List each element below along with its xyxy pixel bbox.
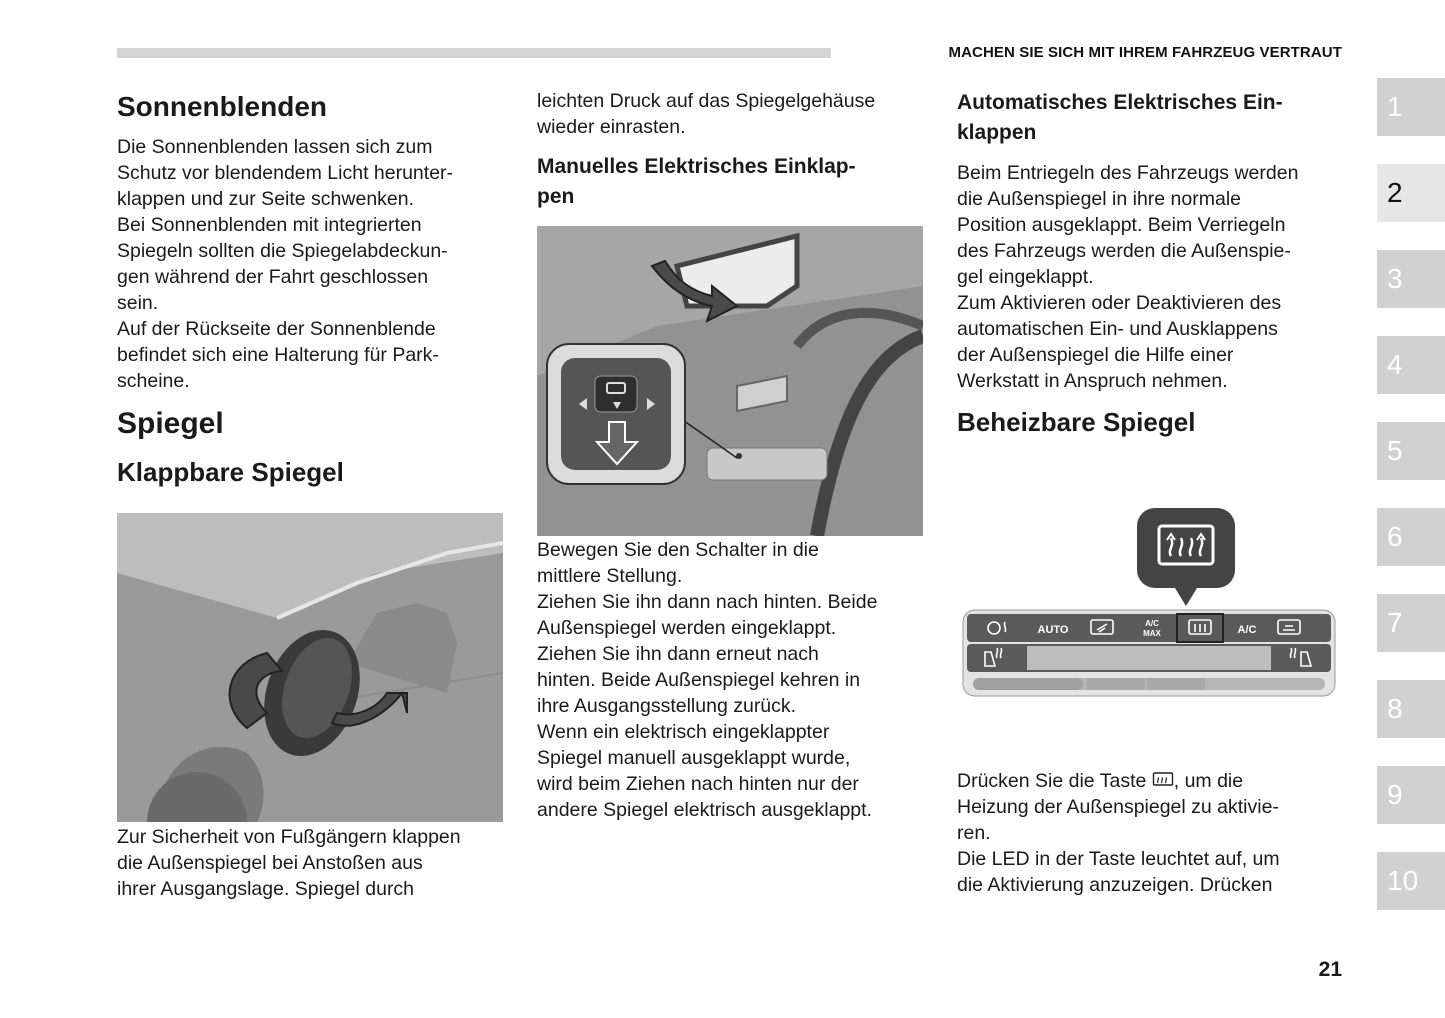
heading-spiegel: Spiegel	[117, 407, 224, 440]
paragraph-sonnenblenden	[117, 134, 512, 394]
text-line: der Außenspiegel die Hilfe einer	[957, 344, 1234, 366]
paragraph-continued	[537, 88, 932, 140]
text-line: leichten Druck auf das Spiegelgehäuse	[537, 90, 876, 112]
heading-line: Automatisches Elektrisches Ein-	[957, 91, 1283, 114]
figure-folding-mirror	[117, 513, 503, 822]
mirror-heating-icon	[1152, 771, 1174, 789]
text-line: befindet sich eine Halterung für Park-	[117, 344, 439, 366]
chapter-tab-3[interactable]: 3	[1377, 250, 1445, 308]
panel-label-auto: AUTO	[1037, 624, 1069, 636]
text-line: Position ausgeklappt. Beim Verriegeln	[957, 214, 1286, 236]
text-line: des Fahrzeugs werden die Außenspie-	[957, 240, 1291, 262]
chapter-title: MACHEN SIE SICH MIT IHREM FAHRZEUG VERTRAUT	[948, 44, 1342, 61]
chapter-tab-2[interactable]: 2	[1377, 164, 1445, 222]
text-line: Spiegel manuell ausgeklappt wurde,	[537, 747, 851, 769]
panel-label-ac-max-bottom: MAX	[1143, 629, 1161, 638]
panel-label-ac: A/C	[1237, 624, 1257, 636]
text-line: wird beim Ziehen nach hinten nur der	[537, 773, 859, 795]
text-line: wieder einrasten.	[537, 116, 686, 138]
heading-line: pen	[537, 185, 575, 208]
text-line: ihre Ausgangsstellung zurück.	[537, 695, 797, 717]
text-line: Die Sonnenblenden lassen sich zum	[117, 136, 433, 158]
paragraph-manuelles-einklappen	[537, 537, 932, 823]
heading-klappbare-spiegel: Klappbare Spiegel	[117, 457, 344, 487]
text-line: automatischen Ein- und Ausklappens	[957, 318, 1278, 340]
text-line: scheine.	[117, 370, 190, 392]
column-middle	[537, 88, 932, 212]
text-line: die Außenspiegel bei Anstoßen aus	[117, 852, 423, 874]
figure-climate-panel	[957, 506, 1342, 706]
text-line: die Aktivierung anzuzeigen. Drücken	[957, 874, 1273, 896]
column-right	[957, 88, 1352, 438]
text-line: klappen und zur Seite schwenken.	[117, 188, 415, 210]
panel-label-ac-max-top: A/C	[1145, 619, 1159, 628]
text-line: ren.	[957, 822, 991, 844]
text-line: Zum Aktivieren oder Deaktivieren des	[957, 292, 1282, 314]
text-line: Schutz vor blendendem Licht herunter-	[117, 162, 454, 184]
heading-line: klappen	[957, 121, 1037, 144]
heading-line: Manuelles Elektrisches Einklap-	[537, 155, 856, 178]
paragraph-automatisches-einklappen	[957, 160, 1352, 394]
text-line: Ziehen Sie ihn dann nach hinten. Beide	[537, 591, 878, 613]
heading-sonnenblenden: Sonnenblenden	[117, 91, 327, 122]
chapter-tab-4[interactable]: 4	[1377, 336, 1445, 394]
text-line: Auf der Rückseite der Sonnenblende	[117, 318, 436, 340]
text-line: Bewegen Sie den Schalter in die	[537, 539, 819, 561]
chapter-tab-7[interactable]: 7	[1377, 594, 1445, 652]
chapter-tab-8[interactable]: 8	[1377, 680, 1445, 738]
heading-manuelles-einklappen	[537, 152, 932, 212]
text-line: Die LED in der Taste leuchtet auf, um	[957, 848, 1280, 870]
header-rule	[117, 48, 831, 58]
text-line: gen während der Fahrt geschlossen	[117, 266, 429, 288]
text-line: die Außenspiegel in ihre normale	[957, 188, 1242, 210]
text-line: Bei Sonnenblenden mit integrierten	[117, 214, 422, 236]
heading-automatisches-einklappen	[957, 88, 1352, 148]
chapter-tab-9[interactable]: 9	[1377, 766, 1445, 824]
text-line: andere Spiegel elektrisch ausgeklappt.	[537, 799, 872, 821]
figure-mirror-switch	[537, 226, 923, 536]
text-line: Wenn ein elektrisch eingeklappter	[537, 721, 830, 743]
text-line: Werkstatt in Anspruch nehmen.	[957, 370, 1228, 392]
text-fragment: , um die	[1173, 770, 1244, 792]
text-line: mittlere Stellung.	[537, 565, 683, 587]
paragraph-klappbare-spiegel	[117, 824, 512, 902]
heading-beheizbare-spiegel: Beheizbare Spiegel	[957, 407, 1196, 437]
chapter-tab-10[interactable]: 10	[1377, 852, 1445, 910]
text-line: Spiegeln sollten die Spiegelabdeckun-	[117, 240, 448, 262]
paragraph-beheizbare-spiegel	[957, 768, 1352, 898]
text-line	[957, 768, 1352, 794]
text-line: Beim Entriegeln des Fahrzeugs werden	[957, 162, 1299, 184]
page-number: 21	[1318, 958, 1342, 981]
text-line: Zur Sicherheit von Fußgängern klappen	[117, 826, 461, 848]
text-line: gel eingeklappt.	[957, 266, 1094, 288]
text-fragment: Drücken Sie die Taste	[957, 770, 1152, 792]
chapter-tab-1[interactable]: 1	[1377, 78, 1445, 136]
column-left	[117, 84, 512, 488]
text-line: Außenspiegel werden eingeklappt.	[537, 617, 837, 639]
text-line: Heizung der Außenspiegel zu aktivie-	[957, 796, 1279, 818]
text-line: Ziehen Sie ihn dann erneut nach	[537, 643, 819, 665]
chapter-tab-5[interactable]: 5	[1377, 422, 1445, 480]
chapter-tab-6[interactable]: 6	[1377, 508, 1445, 566]
text-line: ihrer Ausgangslage. Spiegel durch	[117, 878, 415, 900]
text-line: sein.	[117, 292, 159, 314]
text-line: hinten. Beide Außenspiegel kehren in	[537, 669, 861, 691]
